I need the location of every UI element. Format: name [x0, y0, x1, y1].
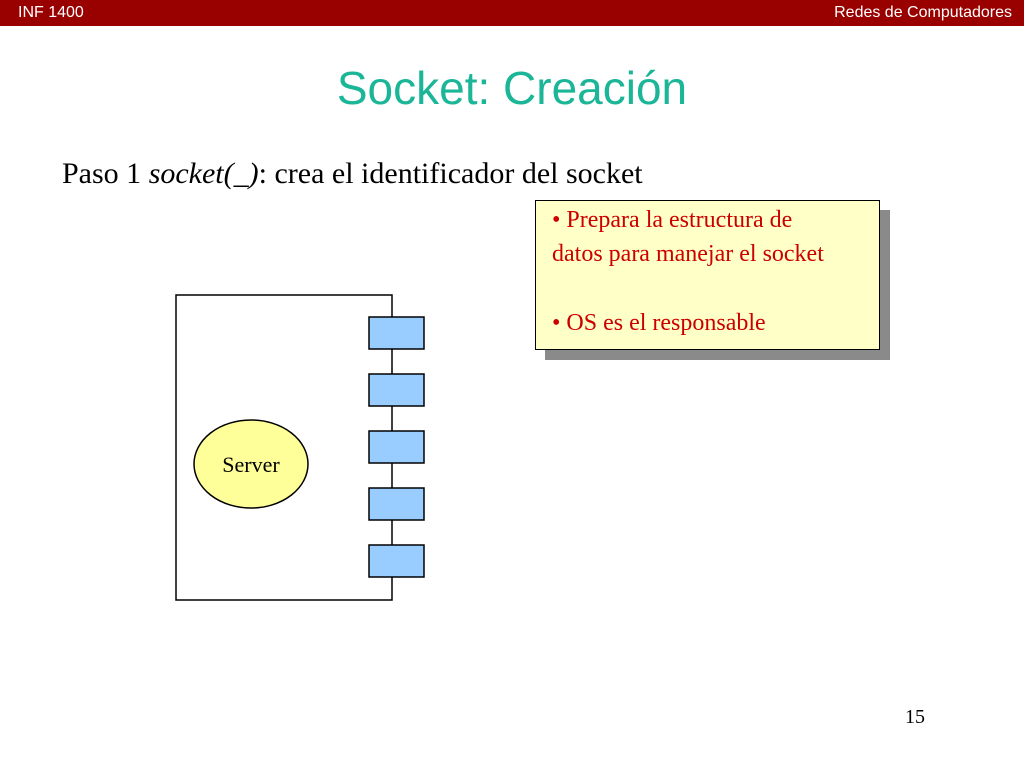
note-bullet-1: • Prepara la estructura de	[552, 207, 793, 233]
port-1	[369, 317, 424, 349]
page-number: 15	[905, 706, 925, 728]
course-code: INF 1400	[18, 4, 84, 21]
port-3	[369, 431, 424, 463]
step-function: socket(_)	[148, 157, 259, 190]
server-label: Server	[222, 452, 280, 477]
step-prefix: Paso 1	[62, 157, 149, 190]
port-4	[369, 488, 424, 520]
course-name: Redes de Computadores	[834, 4, 1012, 21]
slide-title: Socket: Creación	[336, 62, 688, 114]
port-5	[369, 545, 424, 577]
port-2	[369, 374, 424, 406]
note-bullet-2: • OS es el responsable	[552, 310, 766, 336]
step-suffix: : crea el identificador del socket	[258, 157, 643, 190]
note-bullet-1-continuation: datos para manejar el socket	[552, 241, 824, 267]
